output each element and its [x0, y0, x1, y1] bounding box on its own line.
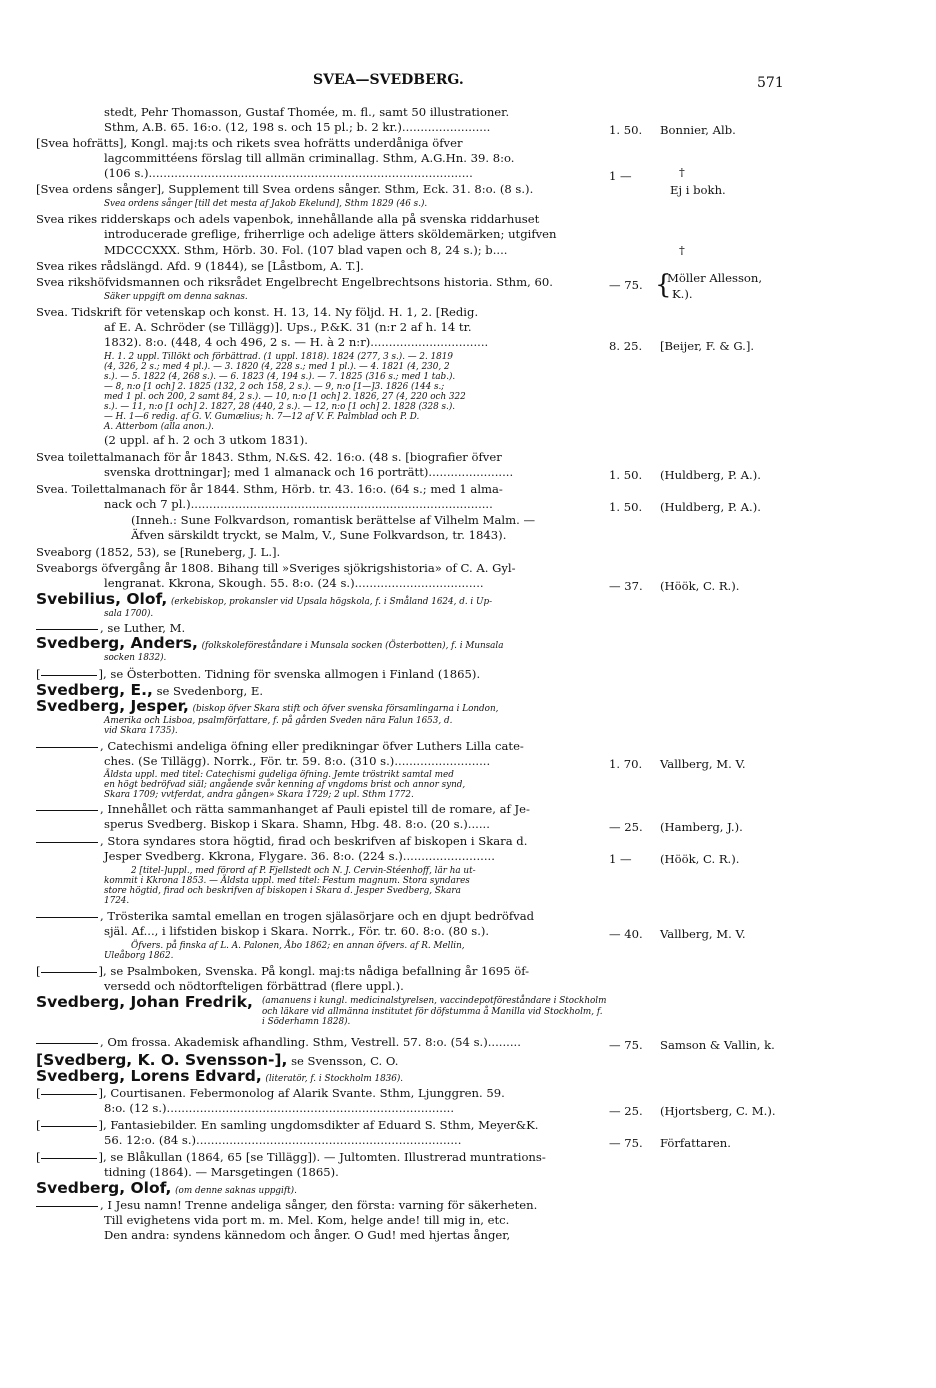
note-line: en högt bedröfvad siäl; angående svår kenning af vngdoms brist och annor synd,	[104, 780, 466, 790]
text-line: , Trösterika samtal emellan en trogen själasörjare och en djupt bedröfvad	[100, 909, 535, 923]
text-line: , Innehållet och rätta sammanhanget af Pauli epistel till de romare, af Je-	[100, 802, 530, 816]
note-line: — 8, n:o [1 och] 2. 1825 (132, 2 och 158, 2 s.). — 9, n:o [1—]3. 1826 (144 s.;	[104, 382, 445, 392]
seller: (Höök, C. R.).	[660, 579, 740, 593]
text-line: Svea. Toilettalmanach för år 1844. Sthm, Hörb. tr. 43. 16:o. (64 s.; med 1 alma-	[36, 482, 503, 496]
note-line: kommit i Kkrona 1853. — Äldsta uppl. med titel: Festum magnum. Stora syndares	[104, 876, 470, 886]
note-line: Skara 1709; vvtferdat, andra gången» Skara 1729; 2 upl. Sthm 1772.	[104, 790, 414, 800]
text-line: Sveaborgs öfvergång år 1808. Bihang till »Sveriges sjökrigshistoria» of C. A. Gyl-	[36, 561, 516, 575]
text-line: introducerade greflige, friherrlige och adelige ätters sköldemärken; utgifven	[104, 227, 557, 241]
entry-head: Svedberg, Anders,	[36, 634, 198, 652]
text-line: af E. A. Schröder (se Tillägg)]. Ups., P.&K. 31 (n:r 2 af h. 14 tr.	[104, 320, 472, 334]
entry-head: Svebilius, Olof,	[36, 590, 168, 608]
text-line: ], Fantasiebilder. En samling ungdomsdikter af Eduard S. Sthm, Meyer&K.	[98, 1118, 539, 1132]
entry-head: Svedberg, Jesper,	[36, 697, 189, 715]
seller: Samson & Vallin, k.	[660, 1038, 775, 1052]
note-line: med 1 pl. och 200, 2 samt 84, 2 s.). — 10, n:o [1 och] 2. 1826, 27 (4, 220 och 322	[104, 392, 466, 402]
note-line: 1724.	[104, 896, 130, 906]
note-line: (literatör, f. i Stockholm 1836).	[265, 1074, 404, 1084]
note-line: — H. 1—6 redig. af G. V. Gumælius; h. 7—12 af V. F. Palmblad och P. D.	[104, 412, 420, 422]
seller: (Huldberg, P. A.).	[660, 468, 761, 482]
price: 1. 50.	[609, 468, 643, 482]
price: — 25.	[609, 820, 643, 834]
running-head-title: SVEA—SVEDBERG.	[313, 72, 464, 88]
ditto-dash	[41, 972, 97, 973]
ditto-dash	[41, 675, 97, 676]
text-line: tidning (1864). — Marsgetingen (1865).	[104, 1165, 339, 1179]
text-line: sperus Svedberg. Biskop i Skara. Shamn, Hbg. 48. 8:o. (20 s.)......	[104, 817, 490, 831]
text-line: stedt, Pehr Thomasson, Gustaf Thomée, m. fl., samt 50 illustrationer.	[104, 105, 510, 119]
text-line: nack och 7 pl.)..................................................................................	[104, 497, 493, 511]
price: 1. 50.	[609, 500, 643, 514]
seller: Vallberg, M. V.	[660, 757, 746, 771]
text-line: ], Courtisanen. Febermonolog af Alarik Svante. Sthm, Ljunggren. 59.	[98, 1086, 505, 1100]
note-line: (folkskoleföreståndare i Munsala socken (Österbotten), f. i Munsala	[201, 641, 504, 651]
note-line: vid Skara 1735).	[104, 726, 178, 736]
text-line: 1832). 8:o. (448, 4 och 496, 2 s. — H. à 2 n:r)................................	[104, 335, 489, 349]
text-line: 8:o. (12 s.)..............................................................................	[104, 1101, 455, 1115]
note-line: Svea ordens sånger [till det mesta af Jakob Ekelund], Sthm 1829 (46 s.).	[104, 199, 428, 209]
text-line: Äfven särskildt tryckt, se Malm, V., Sune Folkvardson, tr. 1843).	[131, 528, 507, 542]
seller: K.).	[672, 287, 693, 301]
ditto-dash	[36, 629, 98, 630]
text-line: Svea rikes rådslängd. Afd. 9 (1844), se [Låstbom, A. T.].	[36, 259, 364, 273]
seller: (Höök, C. R.).	[660, 852, 740, 866]
text-line: , Catechismi andeliga öfning eller predikningar öfver Luthers Lilla cate-	[100, 739, 524, 753]
note-line: s.). — 11, n:o [1 och] 2. 1827, 28 (440, 2 s.). — 12, n:o [1 och] 2. 1828 (328 s.).	[104, 402, 456, 412]
text-line: ], se Blåkullan (1864, 65 [se Tillägg]). — Jultomten. Illustrerad muntrations-	[98, 1150, 546, 1164]
note-line: 2 [titel-]uppl., med förord af P. Fjellstedt och N. J. Cervin-Stéenhoff, lär ha ut-	[131, 866, 476, 876]
seller: [Beijer, F. & G.].	[660, 339, 755, 353]
seller: Författaren.	[660, 1136, 731, 1150]
price: — 75.	[609, 278, 643, 292]
entry-head: Svedberg, Johan Fredrik,	[36, 993, 253, 1011]
text-line: , se Luther, M.	[100, 621, 186, 635]
entry-head: Svedberg, E.,	[36, 681, 153, 699]
note-line: Äldsta uppl. med titel: Catechismi gudeliga öfning. Jemte tröstrikt samtal med	[104, 770, 454, 780]
ditto-dash	[36, 1206, 98, 1207]
text-line: lengranat. Kkrona, Skough. 55. 8:o. (24 s.)...................................	[104, 576, 484, 590]
text-line: , I Jesu namn! Trenne andeliga sånger, den första: varning för säkerheten.	[100, 1198, 538, 1212]
text-line: MDCCCXXX. Sthm, Hörb. 30. Fol. (107 blad vapen och 8, 24 s.); b....	[104, 243, 508, 257]
seller: Möller Allesson,	[667, 271, 763, 285]
text-line: ches. (Se Tillägg). Norrk., För. tr. 59. 8:o. (310 s.)..........................	[104, 754, 491, 768]
note-line: Säker uppgift om denna saknas.	[104, 292, 248, 302]
text-line: se Svedenborg, E.	[156, 684, 264, 698]
seller: Ej i bokh.	[670, 183, 726, 197]
note-line: (amanuens i kungl. medicinalstyrelsen, vaccindepotföreståndare i Stockholm och läkare vid allmänna institutet för döfstumma å Manilla vid Stockholm, f. i Söderhamn 1828).	[262, 996, 607, 1027]
seller: (Hjortsberg, C. M.).	[660, 1104, 776, 1118]
text-line: versedd och nödtorfteligen förbättrad (flere uppl.).	[104, 979, 404, 993]
dagger-mark: †	[679, 165, 685, 179]
ditto-dash	[41, 1158, 97, 1159]
text-line: lagcommittéens förslag till allmän criminallag. Sthm, A.G.Hn. 39. 8:o.	[104, 151, 515, 165]
note-line: s.). — 5. 1822 (4, 268 s.). — 6. 1823 (4, 194 s.). — 7. 1825 (316 s.; med 1 tab.).	[104, 372, 456, 382]
entry-head: Svedberg, Lorens Edvard,	[36, 1067, 262, 1085]
text-line: (106 s.)........................................................................................	[104, 166, 473, 180]
text-line: Jesper Svedberg. Kkrona, Flygare. 36. 8:o. (224 s.).........................	[104, 849, 495, 863]
price: 8. 25.	[609, 339, 643, 353]
price: 1 —	[609, 169, 632, 183]
ditto-dash	[36, 842, 98, 843]
text-line: Svea rikshöfvidsmannen och riksrådet Engelbrecht Engelbrechtsons historia. Sthm, 60.	[36, 275, 553, 289]
note-line: A. Atterbom (alla anon.).	[104, 422, 214, 432]
note-line: sala 1700).	[104, 609, 154, 619]
price: 1. 70.	[609, 757, 643, 771]
page-number: 571	[757, 75, 784, 91]
brace: {	[655, 270, 672, 300]
ditto-dash	[36, 917, 98, 918]
text-line: [Svea ordens sånger], Supplement till Svea ordens sånger. Sthm, Eck. 31. 8:o. (8 s.).	[36, 182, 534, 196]
text-line: Sveaborg (1852, 53), se [Runeberg, J. L.].	[36, 545, 281, 559]
text-line: ], se Psalmboken, Svenska. På kongl. maj:ts nådiga befallning år 1695 öf-	[98, 964, 530, 978]
text-line: Svea rikes ridderskaps och adels vapenbok, innehållande alla på svenska riddarhuset	[36, 212, 540, 226]
text-line: (Inneh.: Sune Folkvardson, romantisk berättelse af Vilhelm Malm. —	[131, 513, 536, 527]
text-line: Till evighetens vida port m. m. Mel. Kom, helge ande! till mig in, etc.	[104, 1213, 510, 1227]
price: — 25.	[609, 1104, 643, 1118]
seller: Vallberg, M. V.	[660, 927, 746, 941]
note-line: store högtid, firad och beskrifven af biskopen i Skara d. Jesper Svedberg, Skara	[104, 886, 461, 896]
note-line: H. 1. 2 uppl. Tillökt och förbättrad. (1 uppl. 1818). 1824 (277, 3 s.). — 2. 1819	[104, 352, 453, 362]
text-line: 56. 12:o. (84 s.)........................................................................	[104, 1133, 462, 1147]
text-line: själ. Af..., i lifstiden biskop i Skara. Norrk., För. tr. 60. 8:o. (80 s.).	[104, 924, 490, 938]
seller: Bonnier, Alb.	[660, 123, 736, 137]
text-line: ], se Österbotten. Tidning för svenska allmogen i Finland (1865).	[98, 667, 481, 681]
text-line: svenska drottningar]; med 1 almanack och 16 porträtt).......................	[104, 465, 514, 479]
seller: (Hamberg, J.).	[660, 820, 743, 834]
dagger-mark: †	[679, 243, 685, 257]
note-line: (4, 326, 2 s.; med 4 pl.). — 3. 1820 (4, 228 s.; med 1 pl.). — 4. 1821 (4, 230, 2	[104, 362, 450, 372]
text-line: [Svea hofrätts], Kongl. maj:ts och rikets svea hofrätts underdåniga öfver	[36, 136, 463, 150]
text-line: , Om frossa. Akademisk afhandling. Sthm, Vestrell. 57. 8:o. (54 s.).........	[100, 1035, 521, 1049]
price: 1. 50.	[609, 123, 643, 137]
entry-head: Svedberg, Olof,	[36, 1179, 172, 1197]
text-line: Den andra: syndens kännedom och ånger. O Gud! med hjertas ånger,	[104, 1228, 511, 1242]
note-line: Uleåborg 1862.	[104, 951, 174, 961]
ditto-dash	[36, 747, 98, 748]
ditto-dash	[41, 1094, 97, 1095]
note-line: Amerika och Lisboa, psalmförfattare, f. på gården Sveden nära Falun 1653, d.	[104, 716, 453, 726]
entry-head: [Svedberg, K. O. Svensson-],	[36, 1051, 288, 1069]
seller: (Huldberg, P. A.).	[660, 500, 761, 514]
note-line: (om denne saknas uppgift).	[175, 1186, 297, 1196]
text-line: Svea toilettalmanach för år 1843. Sthm, N.&S. 42. 16:o. (48 s. [biografier öfver	[36, 450, 502, 464]
text-line: Svea. Tidskrift för vetenskap och konst. H. 13, 14. Ny följd. H. 1, 2. [Redig.	[36, 305, 479, 319]
text-line: (2 uppl. af h. 2 och 3 utkom 1831).	[104, 433, 308, 447]
note-line: Öfvers. på finska af L. A. Palonen, Åbo 1862; en annan öfvers. af R. Mellin,	[131, 941, 465, 951]
note-line: (biskop öfver Skara stift och öfver svenska församlingarna i London,	[192, 704, 499, 714]
price: — 75.	[609, 1038, 643, 1052]
text-line: Sthm, A.B. 65. 16:o. (12, 198 s. och 15 pl.; b. 2 kr.)........................	[104, 120, 491, 134]
note-line: (erkebiskop, prokansler vid Upsala högskola, f. i Småland 1624, d. i Up-	[170, 597, 493, 607]
ditto-dash	[36, 1043, 98, 1044]
text-line: , Stora syndares stora högtid, firad och beskrifven af biskopen i Skara d.	[100, 834, 528, 848]
price: — 37.	[609, 579, 643, 593]
ditto-dash	[41, 1126, 97, 1127]
ditto-dash	[36, 810, 98, 811]
price: — 40.	[609, 927, 643, 941]
text-line: se Svensson, C. O.	[291, 1054, 399, 1068]
page: SVEA—SVEDBERG. 571 stedt, Pehr Thomasson, Gustaf Thomée, m. fl., samt 50 illustrationer. Sthm, A.B. 65. 16:o. (12, 198 s. och 15 pl.; b. 2 kr.)........................ 1. 50. Bonnier, Alb. [Svea hofrätts], Kongl. maj:ts och rikets svea hofrätts underdåniga öfver lagcommittéens förslag till allmän criminallag. Sthm, A.G.Hn. 39. 8:o. (106 s.)........................................................................................ 1 — † [Svea ordens sånger], Supplement till Svea ordens sånger. Sthm, Eck. 31. 8:o. (8 s.). Ej i bokh. Svea ordens sånger [till det mesta af Jakob Ekelund], Sthm 1829 (46 s.). Svea rikes ridderskaps och adels vapenbok, innehållande alla på svenska riddarhuset introducerade greflige, friherrlige och adelige ätters sköldemärken; utgifven MDCCCXXX. Sthm, Hörb. 30. Fol. (107 blad vapen och 8, 24 s.); b.... † Svea rikes rådslängd. Afd. 9 (1844), se [Låstbom, A. T.]. Svea rikshöfvidsmannen och riksrådet Engelbrecht Engelbrechtsons historia. Sthm, 60. — 75. { Möller Allesson, K.). Säker uppgift om denna saknas. Svea. Tidskrift för vetenskap och konst. H. 13, 14. Ny följd. H. 1, 2. [Redig. af E. A. Schröder (se Tillägg)]. Ups., P.&K. 31 (n:r 2 af h. 14 tr. 1832). 8:o. (448, 4 och 496, 2 s. — H. à 2 n:r)................................ 8. 25. [Beijer, F. & G.]. H. 1. 2 uppl. Tillökt och förbättrad. (1 uppl. 1818). 1824 (277, 3 s.). — 2. 1819 (4, 326, 2 s.; med 4 pl.). — 3. 1820 (4, 228 s.; med 1 pl.). — 4. 1821 (4, 230, 2 s.). — 5. 1822 (4, 268 s.). — 6. 1823 (4, 194 s.). — 7. 1825 (316 s.; med 1 tab.). — 8, n:o [1 och] 2. 1825 (132, 2 och 158, 2 s.). — 9, n:o [1—]3. 1826 (144 s.; med 1 pl. och 200, 2 samt 84, 2 s.). — 10, n:o [1 och] 2. 1826, 27 (4, 220 och 322 s.). — 11, n:o [1 och] 2. 1827, 28 (440, 2 s.). — 12, n:o [1 och] 2. 1828 (328 s.). — H. 1—6 redig. af G. V. Gumælius; h. 7—12 af V. F. Palmblad och P. D. A. Atterbom (alla anon.). (2 uppl. af h. 2 och 3 utkom 1831). Svea toilettalmanach för år 1843. Sthm, N.&S. 42. 16:o. (48 s. [biografier öfver svenska drottningar]; med 1 almanack och 16 porträtt)....................... 1. 50. (Huldberg, P. A.). Svea. Toilettalmanach för år 1844. Sthm, Hörb. tr. 43. 16:o. (64 s.; med 1 alma- nack och 7 pl.).................................................................................. 1. 50. (Huldberg, P. A.). (Inneh.: Sune Folkvardson, romantisk berättelse af Vilhelm Malm. — Äfven särskildt tryckt, se Malm, V., Sune Folkvardson, tr. 1843). Sveaborg (1852, 53), se [Runeberg, J. L.]. Sveaborgs öfvergång år 1808. Bihang till »Sveriges sjökrigshistoria» of C. A. Gyl- lengranat. Kkrona, Skough. 55. 8:o. (24 s.)................................... — 37. (Höök, C. R.). Svebilius, Olof, (erkebiskop, prokansler vid Upsala högskola, f. i Småland 1624, d. i Up- sala 1700). , se Luther, M. Svedberg, Anders, (folkskoleföreståndare i Munsala socken (Österbotten), f. i Munsala socken 1832). [ ], se Österbotten. Tidning för svenska allmogen i Finland (1865). Svedberg, E., se Svedenborg, E. Svedberg, Jesper, (biskop öfver Skara stift och öfver svenska församlingarna i London, Amerika och Lisboa, psalmförfattare, f. på gården Sveden nära Falun 1653, d. vid Skara 1735). , Catechismi andeliga öfning eller predikningar öfver Luthers Lilla cate- ches. (Se Tillägg). Norrk., För. tr. 59. 8:o. (310 s.).......................... 1. 70. Vallberg, M. V. Äldsta uppl. med titel: Catechismi gudeliga öfning. Jemte tröstrikt samtal med en högt bedröfvad siäl; angående svår kenning af vngdoms brist och annor synd, Skara 1709; vvtferdat, andra gången» Skara 1729; 2 upl. Sthm 1772. , Innehållet och rätta sammanhanget af Pauli epistel till de romare, af Je- sperus Svedberg. Biskop i Skara. Shamn, Hbg. 48. 8:o. (20 s.)...... — 25. (Hamberg, J.). , Stora syndares stora högtid, firad och beskrifven af biskopen i Skara d. Jesper Svedberg. Kkrona, Flygare. 36. 8:o. (224 s.)......................... 1 — (Höök, C. R.). 2 [titel-]uppl., med förord af P. Fjellstedt och N. J. Cervin-Stéenhoff, lär ha ut- kommit i Kkrona 1853. — Äldsta uppl. med titel: Festum magnum. Stora syndares store högtid, firad och beskrifven af biskopen i Skara d. Jesper Svedberg, Skara 1724. , Trösterika samtal emellan en trogen själasörjare och en djupt bedröfvad själ. Af..., i lifstiden biskop i Skara. Norrk., För. tr. 60. 8:o. (80 s.). — 40. Vallberg, M. V. Öfvers. på finska af L. A. Palonen, Åbo 1862; en annan öfvers. af R. Mellin, Uleåborg 1862. [ ], se Psalmboken, Svenska. På kongl. maj:ts nådiga befallning år 1695 öf- versedd och nödtorfteligen förbättrad (flere uppl.). Svedberg, Johan Fredrik, (amanuens i kungl. medicinalstyrelsen, vaccindepotföreståndare i Stockholm och läkare vid allmänna institutet för döfstumma å Manilla vid Stockholm, f. i Söderhamn 1828). , Om frossa. Akademisk afhandling. Sthm, Vestrell. 57. 8:o. (54 s.)......... — 75. Samson & Vallin, k. [Svedberg, K. O. Svensson-], se Svensson, C. O. Svedberg, Lorens Edvard, (literatör, f. i Stockholm 1836). [ ], Courtisanen. Febermonolog af Alarik Svante. Sthm, Ljunggren. 59. 8:o. (12 s.).............................................................................. — 25. (Hjortsberg, C. M.). [ ], Fantasiebilder. En samling ungdomsdikter af Eduard S. Sthm, Meyer&K. 56. 12:o. (84 s.)........................................................................ — 75. Författaren. [ ], se Blåkullan (1864, 65 [se Tillägg]). — Jultomten. Illustrerad muntrations- tidning (1864). — Marsgetingen (1865). Svedberg, Olof, (om denne saknas uppgift). , I Jesu namn! Trenne andeliga sånger, den första: varning för säkerheten. Till evighetens vida port m. m. Mel. Kom, helge ande! till mig in, etc. Den andra: syndens kännedom och ånger. O Gud! med hjertas ånger,	[36, 72, 784, 1242]
price: — 75.	[609, 1136, 643, 1150]
note-line: socken 1832).	[104, 653, 167, 663]
price: 1 —	[609, 852, 632, 866]
